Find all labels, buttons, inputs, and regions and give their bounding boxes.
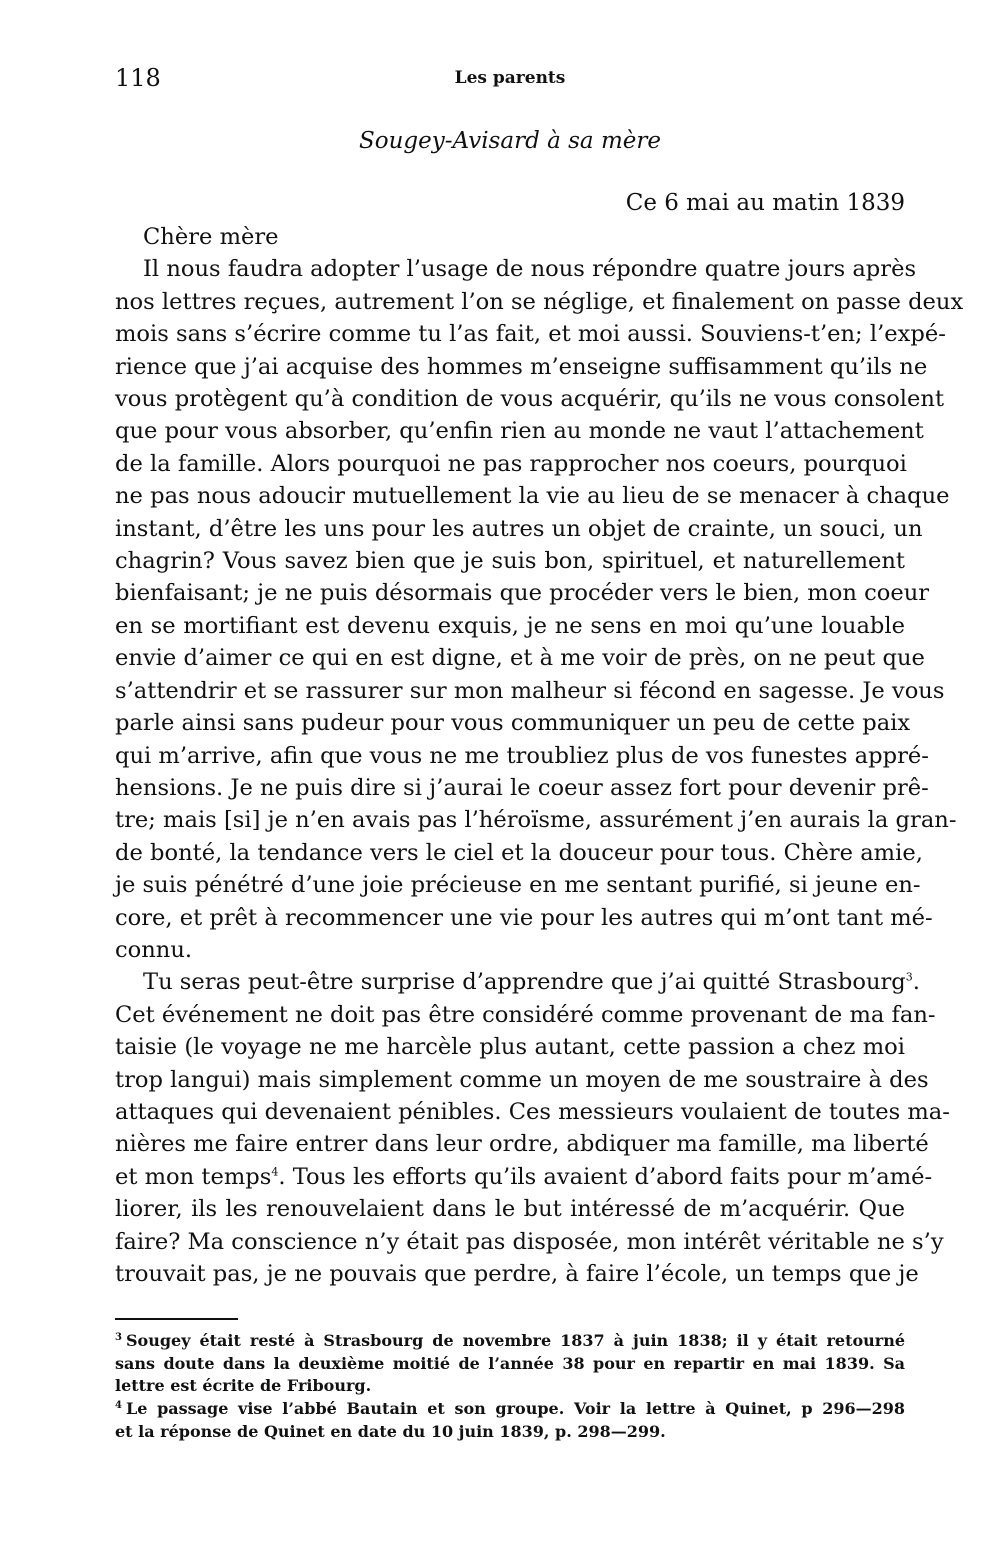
text-line: rience que j’ai acquise des hommes m’enseigne suffisamment qu’ils ne <box>115 353 928 380</box>
footnotes <box>115 1330 905 1444</box>
text-line: ne pas nous adoucir mutuellement la vie au lieu de se menacer à chaque <box>115 483 950 510</box>
text-line: que pour vous absorber, qu’enfin rien au monde ne vaut l’attachement <box>115 418 924 445</box>
text-line: envie d’aimer ce qui en est digne, et à me voir de près, on ne peut que <box>115 645 925 672</box>
running-title: Les parents <box>454 68 566 88</box>
text-line: bienfaisant; je ne puis désormais que procéder vers le bien, mon coeur <box>115 580 930 607</box>
text-line: core, et prêt à recommencer une vie pour les autres qui m’ont tant mé- <box>115 904 933 931</box>
text-line: chagrin? Vous savez bien que je suis bon, spirituel, et naturellement <box>115 548 905 575</box>
footnote-number: 4 <box>115 1399 122 1411</box>
letter-title: Sougey-Avisard à sa mère <box>359 128 661 154</box>
text-line: liorer, ils les renouvelaient dans le but intéressé de m’acquérir. Que <box>115 1196 905 1223</box>
footnote-line: sans doute dans la deuxième moitié de l’année 38 pour en repartir en mai 1839. Sa <box>115 1353 905 1373</box>
text-line: attaques qui devenaient pénibles. Ces messieurs voulaient de toutes ma- <box>115 1098 950 1125</box>
text-line: en se mortifiant est devenu exquis, je ne sens en moi qu’une louable <box>115 612 905 639</box>
footnote-line: lettre est écrite de Fribourg. <box>115 1376 372 1396</box>
text-line: je suis pénétré d’une joie précieuse en me sentant purifié, si jeune en- <box>115 872 921 899</box>
text-line <box>115 966 920 998</box>
text-line: trop langui) mais simplement comme un moyen de me soustraire à des <box>115 1066 929 1093</box>
text-line: Il nous faudra adopter l’usage de nous répondre quatre jours après <box>143 256 917 283</box>
text-line: s’attendrir et se rassurer sur mon malheur si fécond en sagesse. Je vous <box>115 677 945 704</box>
text-line: vous protègent qu’à condition de vous acquérir, qu’ils ne vous consolent <box>115 386 945 413</box>
text-line: qui m’arrive, afin que vous ne me troubliez plus de vos funestes appré- <box>115 742 929 769</box>
footnote-reference: 3 <box>905 970 913 984</box>
text-line: Cet événement ne doit pas être considéré comme provenant de ma fan- <box>115 1001 936 1028</box>
text-line: instant, d’être les uns pour les autres un objet de crainte, un souci, un <box>115 515 923 542</box>
text-segment: . <box>912 969 920 996</box>
text-line: nières me faire entrer dans leur ordre, abdiquer ma famille, ma liberté <box>115 1131 929 1158</box>
footnote-line: et la réponse de Quinet en date du 10 juin 1839, p. 298—299. <box>115 1421 666 1441</box>
text-line: de la famille. Alors pourquoi ne pas rapprocher nos coeurs, pourquoi <box>115 450 907 477</box>
text-segment: Tu seras peut-être surprise d’apprendre que j’ai quitté Strasbourg <box>143 969 906 996</box>
text-line: de bonté, la tendance vers le ciel et la douceur pour tous. Chère amie, <box>115 839 923 866</box>
text-line: mois sans s’écrire comme tu l’as fait, et moi aussi. Souviens-t’en; l’expé- <box>115 321 946 348</box>
letter-dateline: Ce 6 mai au matin 1839 <box>625 190 905 216</box>
text-line: taisie (le voyage ne me harcèle plus autant, cette passion a chez moi <box>115 1034 905 1061</box>
text-line: trouvait pas, je ne pouvais que perdre, à faire l’école, un temps que je <box>115 1261 919 1287</box>
text-line <box>115 1161 933 1193</box>
footnote-text: Sougey était resté à Strasbourg de novembre 1837 à juin 1838; il y était retourné <box>125 1331 905 1350</box>
footnote-reference: 4 <box>271 1165 279 1179</box>
footnote-separator <box>115 1318 238 1320</box>
text-segment: . Tous les efforts qu’ils avaient d’abord faits pour m’amé- <box>278 1163 933 1190</box>
text-line: connu. <box>115 936 193 963</box>
letter-body <box>115 221 964 1290</box>
text-line: parle ainsi sans pudeur pour vous communiquer un peu de cette paix <box>115 710 911 737</box>
text-segment: et mon temps <box>115 1163 272 1190</box>
running-head <box>115 64 905 94</box>
text-line: hensions. Je ne puis dire si j’aurai le coeur assez fort pour devenir prê- <box>115 774 929 801</box>
footnote-line <box>115 1398 905 1421</box>
text-line: nos lettres reçues, autrement l’on se néglige, et finalement on passe deux <box>115 288 964 315</box>
text-line: tre; mais [si] je n’en avais pas l’héroïsme, assurément j’en aurais la gran- <box>115 807 957 834</box>
text-line: faire? Ma conscience n’y était pas disposée, mon intérêt véritable ne s’y <box>115 1228 944 1255</box>
footnote-number: 3 <box>115 1331 122 1343</box>
letter-greeting: Chère mère <box>143 224 279 250</box>
footnote-text: Le passage vise l’abbé Bautain et son groupe. Voir la lettre à Quinet, p 296—298 <box>125 1399 905 1419</box>
footnote-line <box>115 1330 905 1353</box>
page-number: 118 <box>115 64 161 92</box>
